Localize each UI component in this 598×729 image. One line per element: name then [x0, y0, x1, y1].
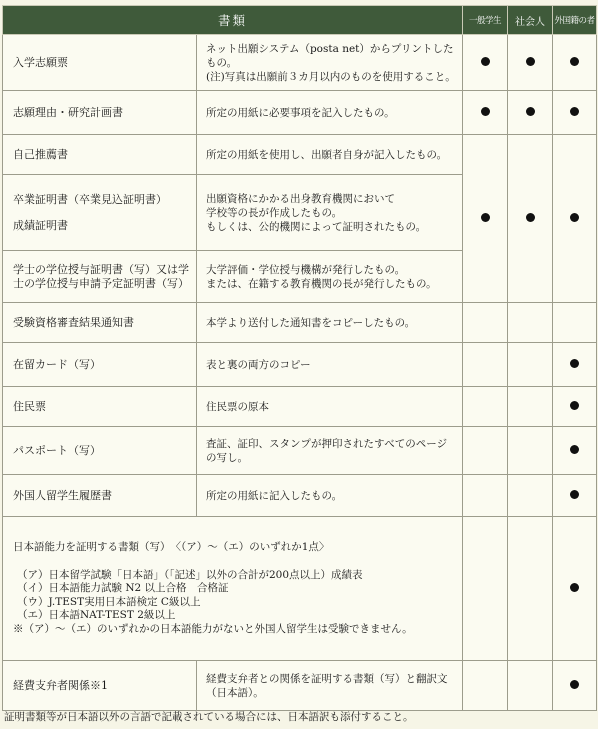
required-dot-icon	[481, 107, 490, 116]
mark-worker	[508, 303, 553, 343]
doc-name-residence-card: 在留カード（写）	[3, 343, 197, 387]
mark-foreign	[553, 135, 597, 303]
doc-name-sponsor: 経費支弁者関係※1	[3, 661, 197, 711]
table-row	[3, 303, 597, 343]
required-dot-icon	[481, 57, 490, 66]
table-row	[3, 387, 597, 427]
doc-name-foreign-history: 外国人留学生履歴書	[3, 475, 197, 517]
required-dot-icon	[570, 57, 579, 66]
table-row	[3, 517, 597, 661]
required-documents-table	[2, 5, 597, 711]
mark-worker	[508, 387, 553, 427]
table-header-row	[3, 6, 597, 35]
mark-general	[463, 343, 508, 387]
table-row	[3, 343, 597, 387]
required-dot-icon	[570, 445, 579, 454]
spacer	[13, 555, 458, 569]
mark-foreign	[553, 303, 597, 343]
doc-name-passport: パスポート（写）	[3, 427, 197, 475]
mark-worker	[508, 475, 553, 517]
header-general-student: 一般学生	[463, 6, 508, 35]
table-row	[3, 427, 597, 475]
desc-line: 大学評価・学位授与機構が発行したもの。	[206, 263, 406, 276]
mark-general	[463, 661, 508, 711]
required-dot-icon	[526, 57, 535, 66]
required-dot-icon	[526, 213, 535, 222]
name-line: 士の学位授与申請予定証明書（写）	[13, 276, 189, 290]
footnote: 証明書類等が日本語以外の言語で記載されている場合には、日本語訳も添付すること。	[4, 711, 414, 723]
desc-line: 経費支弁者との関係を証明する書類（写）と翻訳文	[206, 672, 448, 685]
required-dot-icon	[570, 583, 579, 592]
doc-name-self-recommendation: 自己推薦書	[3, 135, 197, 175]
doc-desc-residence-card: 表と裏の両方のコピー	[197, 343, 463, 387]
name-line: 成績証明書	[13, 219, 68, 232]
desc-line: （日本語）。	[206, 686, 264, 699]
desc-line: の写し。	[206, 451, 248, 464]
desc-line: ネット出願システム（posta net）からプリントしたもの。	[206, 42, 454, 69]
header-documents: 書類	[3, 6, 463, 35]
mark-general	[463, 135, 508, 303]
japanese-option-u: （ウ）J.TEST実用日本語検定 C級以上	[17, 595, 201, 608]
mark-foreign	[553, 661, 597, 711]
doc-desc-application	[197, 35, 463, 91]
doc-name-application: 入学志願票	[3, 35, 197, 91]
table-row	[3, 661, 597, 711]
table-row	[3, 135, 597, 175]
mark-foreign	[553, 517, 597, 661]
doc-desc-eligibility: 本学より送付した通知書をコピーしたもの。	[197, 303, 463, 343]
desc-line: もしくは、公的機関によって証明されたもの。	[206, 220, 427, 233]
required-dot-icon	[570, 359, 579, 368]
doc-desc-foreign-history: 所定の用紙に記入したもの。	[197, 475, 463, 517]
doc-name-reason: 志願理由・研究計画書	[3, 91, 197, 135]
doc-desc-reason: 所定の用紙に必要事項を記入したもの。	[197, 91, 463, 135]
doc-name-degree	[3, 251, 197, 303]
required-dot-icon	[526, 107, 535, 116]
table-row	[3, 35, 597, 91]
doc-name-graduation	[3, 175, 197, 251]
japanese-option-e: （エ）日本語NAT-TEST 2級以上	[17, 609, 176, 621]
desc-line: (注)写真は出願前３カ月以内のものを使用すること。	[206, 70, 456, 83]
required-dot-icon	[570, 213, 579, 222]
mark-general	[463, 35, 508, 91]
japanese-note: ※（ア）～（エ）のいずれかの日本語能力がないと外国人留学生は受験できません。	[13, 622, 413, 635]
doc-desc-self-recommendation: 所定の用紙を使用し、出願者自身が記入したもの。	[197, 135, 463, 175]
required-dot-icon	[570, 401, 579, 410]
desc-line: 査証、証印、スタンプが押印されたすべてのページ	[206, 437, 448, 450]
mark-worker	[508, 427, 553, 475]
mark-foreign	[553, 35, 597, 91]
doc-desc-degree	[197, 251, 463, 303]
japanese-option-a: （ア）日本留学試験「日本語」（「記述」以外の合計が200点以上）成績表	[17, 568, 363, 581]
required-dot-icon	[570, 680, 579, 689]
mark-worker	[508, 343, 553, 387]
mark-foreign	[553, 91, 597, 135]
mark-foreign	[553, 427, 597, 475]
name-line: 学士の学位授与証明書（写）又は学	[13, 262, 189, 276]
header-working-adult: 社会人	[508, 6, 553, 35]
mark-general	[463, 517, 508, 661]
mark-general	[463, 91, 508, 135]
japanese-title: 日本語能力を証明する書類（写） 〈（ア）～（エ）のいずれか1点〉	[13, 541, 330, 553]
mark-worker	[508, 517, 553, 661]
mark-general	[463, 303, 508, 343]
mark-worker	[508, 661, 553, 711]
doc-desc-graduation	[197, 175, 463, 251]
doc-desc-juminhyo: 住民票の原本	[197, 387, 463, 427]
doc-desc-sponsor	[197, 661, 463, 711]
mark-general	[463, 387, 508, 427]
mark-foreign	[553, 387, 597, 427]
doc-desc-passport	[197, 427, 463, 475]
doc-name-eligibility: 受験資格審査結果通知書	[3, 303, 197, 343]
required-dot-icon	[570, 490, 579, 499]
desc-line: 出願資格にかかる出身教育機関において	[206, 192, 395, 205]
mark-general	[463, 475, 508, 517]
mark-general	[463, 427, 508, 475]
mark-worker	[508, 35, 553, 91]
mark-foreign	[553, 343, 597, 387]
mark-foreign	[553, 475, 597, 517]
mark-worker	[508, 135, 553, 303]
japanese-option-i: （イ）日本語能力試験 N2 以上合格 合格証	[17, 582, 229, 594]
table-row	[3, 91, 597, 135]
table-row	[3, 475, 597, 517]
desc-line: 学校等の長が作成したもの。	[206, 206, 343, 219]
name-line: 卒業証明書（卒業見込証明書）	[13, 193, 167, 206]
required-dot-icon	[570, 107, 579, 116]
header-foreign-national: 外国籍の者	[553, 6, 597, 35]
desc-line: または、在籍する教育機関の長が発行したもの。	[206, 277, 437, 290]
mark-worker	[508, 91, 553, 135]
doc-japanese-ability	[3, 517, 463, 661]
doc-name-juminhyo: 住民票	[3, 387, 197, 427]
required-dot-icon	[481, 213, 490, 222]
